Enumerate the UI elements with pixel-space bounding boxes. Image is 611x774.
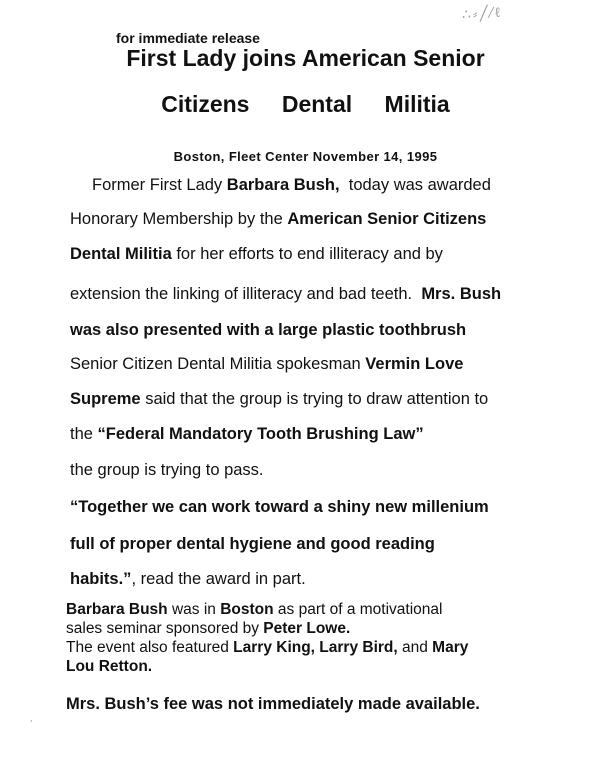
body-line	[70, 245, 443, 264]
bold-text-run: Supreme	[70, 390, 141, 408]
text-run: was in	[167, 601, 221, 618]
bold-text-run: Lou Retton.	[66, 658, 153, 675]
body-line	[92, 176, 491, 195]
body-line	[70, 321, 466, 340]
text-run: today was awarded	[339, 176, 491, 194]
body-line	[70, 390, 488, 409]
headline-line-2	[0, 91, 611, 118]
body-line	[66, 639, 468, 657]
handwritten-mark-icon: ∴⸗╱⁄ℓ	[461, 4, 504, 24]
headline-word-2: Dental	[281, 91, 353, 117]
bold-text-run: was also presented with a large plastic toothbrush	[70, 321, 467, 339]
text-run: Honorary Membership by the	[70, 210, 288, 228]
headline-line-1: First Lady joins American Senior	[126, 45, 485, 71]
text-run: said that the group is trying to draw attention to	[140, 390, 489, 408]
release-note: for immediate release	[116, 30, 260, 46]
text-run: the	[70, 425, 98, 443]
scan-speck-icon: ⸳	[30, 715, 33, 726]
body-line	[66, 601, 442, 619]
text-run: The event also featured	[66, 639, 234, 656]
bold-text-run: Vermin Love	[365, 355, 464, 373]
body-line	[66, 658, 152, 676]
bold-text-run: Dental Militia	[70, 245, 172, 263]
body-line	[66, 620, 350, 638]
headline-word-1: Citizens	[161, 91, 250, 117]
text-run: , read the award in part.	[131, 570, 306, 588]
body-line	[70, 285, 501, 304]
bold-text-run: Barbara Bush,	[226, 176, 340, 194]
body-line	[66, 695, 480, 714]
bold-text-run: “Federal Mandatory Tooth Brushing Law”	[97, 425, 424, 443]
bold-text-run: habits.”	[70, 570, 132, 588]
body-line	[70, 461, 264, 480]
text-run: extension the linking of illiteracy and bad teeth.	[70, 285, 422, 303]
bold-text-run: “Together we can work toward a shiny new millenium	[70, 498, 489, 516]
text-run: Senior Citizen Dental Militia spokesman	[70, 355, 366, 373]
headline-word-3: Militia	[384, 91, 450, 117]
body-line	[70, 535, 435, 554]
bold-text-run: Barbara Bush	[66, 601, 168, 618]
bold-text-run: full of proper dental hygiene and good reading	[70, 535, 435, 553]
bold-text-run: Larry King, Larry Bird,	[233, 639, 398, 656]
bold-text-run: Mary	[432, 639, 469, 656]
dateline: Boston, Fleet Center November 14, 1995	[173, 149, 438, 164]
text-run: for her efforts to end illiteracy and by	[171, 245, 443, 263]
text-run: as part of a motivational	[273, 601, 443, 618]
bold-text-run: Peter Lowe.	[263, 620, 351, 637]
text-run: Former First Lady	[92, 176, 227, 194]
bold-text-run: Mrs. Bush	[421, 285, 502, 303]
bold-text-run: Boston	[220, 601, 274, 618]
body-line	[70, 570, 306, 589]
bold-text-run: Mrs. Bush’s fee was not immediately made available.	[66, 695, 480, 713]
text-run: and	[397, 639, 433, 656]
bold-text-run: American Senior Citizens	[287, 210, 487, 228]
text-run: the group is trying to pass.	[70, 461, 264, 479]
body-line	[70, 355, 463, 374]
text-run: sales seminar sponsored by	[66, 620, 264, 637]
body-line	[70, 210, 486, 229]
body-line	[70, 425, 424, 444]
body-line	[70, 498, 489, 517]
